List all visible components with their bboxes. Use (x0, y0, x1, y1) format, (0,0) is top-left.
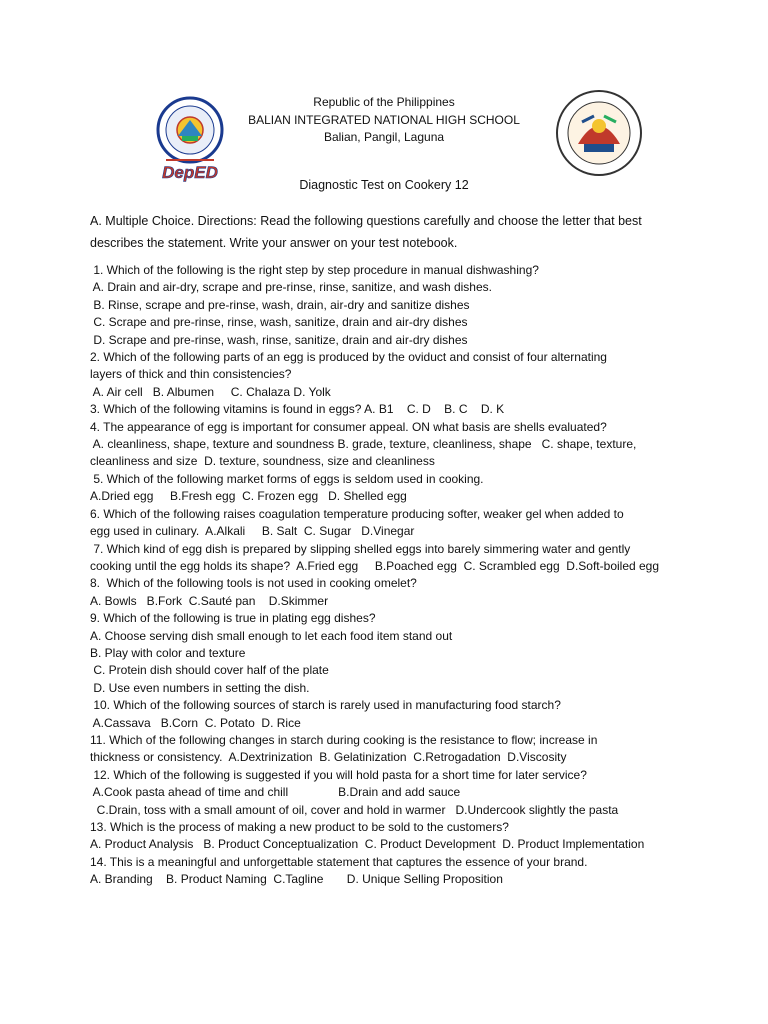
question-line: C. Protein dish should cover half of the plate (90, 663, 329, 678)
question-line: A. Product Analysis B. Product Conceptualization C. Product Development D. Product Implementation (90, 837, 645, 852)
question-line: 6. Which of the following raises coagulation temperature producing softer, weaker gel when added to (90, 506, 624, 521)
question-line: B. Play with color and texture (90, 645, 246, 660)
test-title: Diagnostic Test on Cookery 12 (299, 178, 469, 192)
header-address: Balian, Pangil, Laguna (323, 130, 445, 144)
question-line: A. Bowls B.Fork C.Sauté pan D.Skimmer (90, 593, 329, 608)
question-line: 11. Which of the following changes in starch during cooking is the resistance to flow; increase in (90, 732, 598, 747)
question-line: A. Choose serving dish small enough to let each food item stand out (90, 628, 453, 643)
question-line: cleanliness and size D. texture, soundness, size and cleanliness (90, 454, 435, 469)
question-line: 13. Which is the process of making a new product to be sold to the customers? (90, 820, 509, 834)
question-line: A.Cook pasta ahead of time and chill B.Drain and add sauce (90, 785, 461, 800)
question-line: C. Scrape and pre-rinse, rinse, wash, sanitize, drain and air-dry dishes (90, 315, 468, 330)
header-republic: Republic of the Philippines (313, 95, 455, 109)
svg-text:DepED: DepED (162, 163, 218, 182)
question-line: C.Drain, toss with a small amount of oil, cover and hold in warmer D.Undercook slightly the pasta (90, 802, 619, 817)
question-line: A.Dried egg B.Fresh egg C. Frozen egg D. Shelled egg (90, 489, 407, 504)
question-line: layers of thick and thin consistencies? (90, 367, 292, 382)
question-line: 3. Which of the following vitamins is found in eggs? A. B1 C. D B. C D. K (90, 402, 505, 417)
question-line: 12. Which of the following is suggested if you will hold pasta for a short time for later service? (90, 767, 587, 782)
question-line: 14. This is a meaningful and unforgettable statement that captures the essence of your brand. (90, 854, 588, 869)
question-line: 4. The appearance of egg is important for consumer appeal. ON what basis are shells evaluated? (90, 419, 607, 434)
question-line: B. Rinse, scrape and pre-rinse, wash, drain, air-dry and sanitize dishes (90, 297, 470, 312)
school-header (200, 94, 568, 147)
question-line: thickness or consistency. A.Dextrinization B. Gelatinization C.Retrogadation D.Viscosity (90, 750, 567, 765)
questions-list (90, 262, 690, 889)
question-line: 5. Which of the following market forms of eggs is seldom used in cooking. (90, 471, 484, 486)
question-line: A. Air cell B. Albumen C. Chalaza D. Yolk (90, 384, 331, 399)
question-line: cooking until the egg holds its shape? A.Fried egg B.Poached egg C. Scrambled egg D.Soft-boiled egg (90, 558, 660, 573)
question-line: 8. Which of the following tools is not used in cooking omelet? (90, 576, 417, 591)
question-line: 1. Which of the following is the right step by step procedure in manual dishwashing? (90, 263, 539, 277)
test-directions: A. Multiple Choice. Directions: Read the following questions carefully and choose the letter that best describes the statement. Write your answer on your test notebook. (90, 214, 642, 250)
question-line: 7. Which kind of egg dish is prepared by slipping shelled eggs into barely simmering water and gently (90, 541, 631, 556)
question-line: A. Drain and air-dry, scrape and pre-rinse, rinse, sanitize, and wash dishes. (90, 280, 492, 295)
question-line: A. Branding B. Product Naming C.Tagline D. Unique Selling Proposition (90, 872, 503, 887)
header-school-name: BALIAN INTEGRATED NATIONAL HIGH SCHOOL (248, 112, 520, 127)
question-line: D. Use even numbers in setting the dish. (90, 680, 310, 695)
question-line: D. Scrape and pre-rinse, wash, rinse, sanitize, drain and air-dry dishes (90, 332, 468, 347)
question-line: 10. Which of the following sources of starch is rarely used in manufacturing food starch? (90, 698, 561, 713)
question-line: 9. Which of the following is true in plating egg dishes? (90, 611, 376, 626)
question-line: egg used in culinary. A.Alkali B. Salt C. Sugar D.Vinegar (90, 524, 415, 539)
question-line: A.Cassava B.Corn C. Potato D. Rice (90, 715, 301, 730)
question-line: 2. Which of the following parts of an egg is produced by the oviduct and consist of four alternating (90, 350, 607, 365)
question-line: A. cleanliness, shape, texture and soundness B. grade, texture, cleanliness, shape C. shape, texture, (90, 437, 637, 452)
